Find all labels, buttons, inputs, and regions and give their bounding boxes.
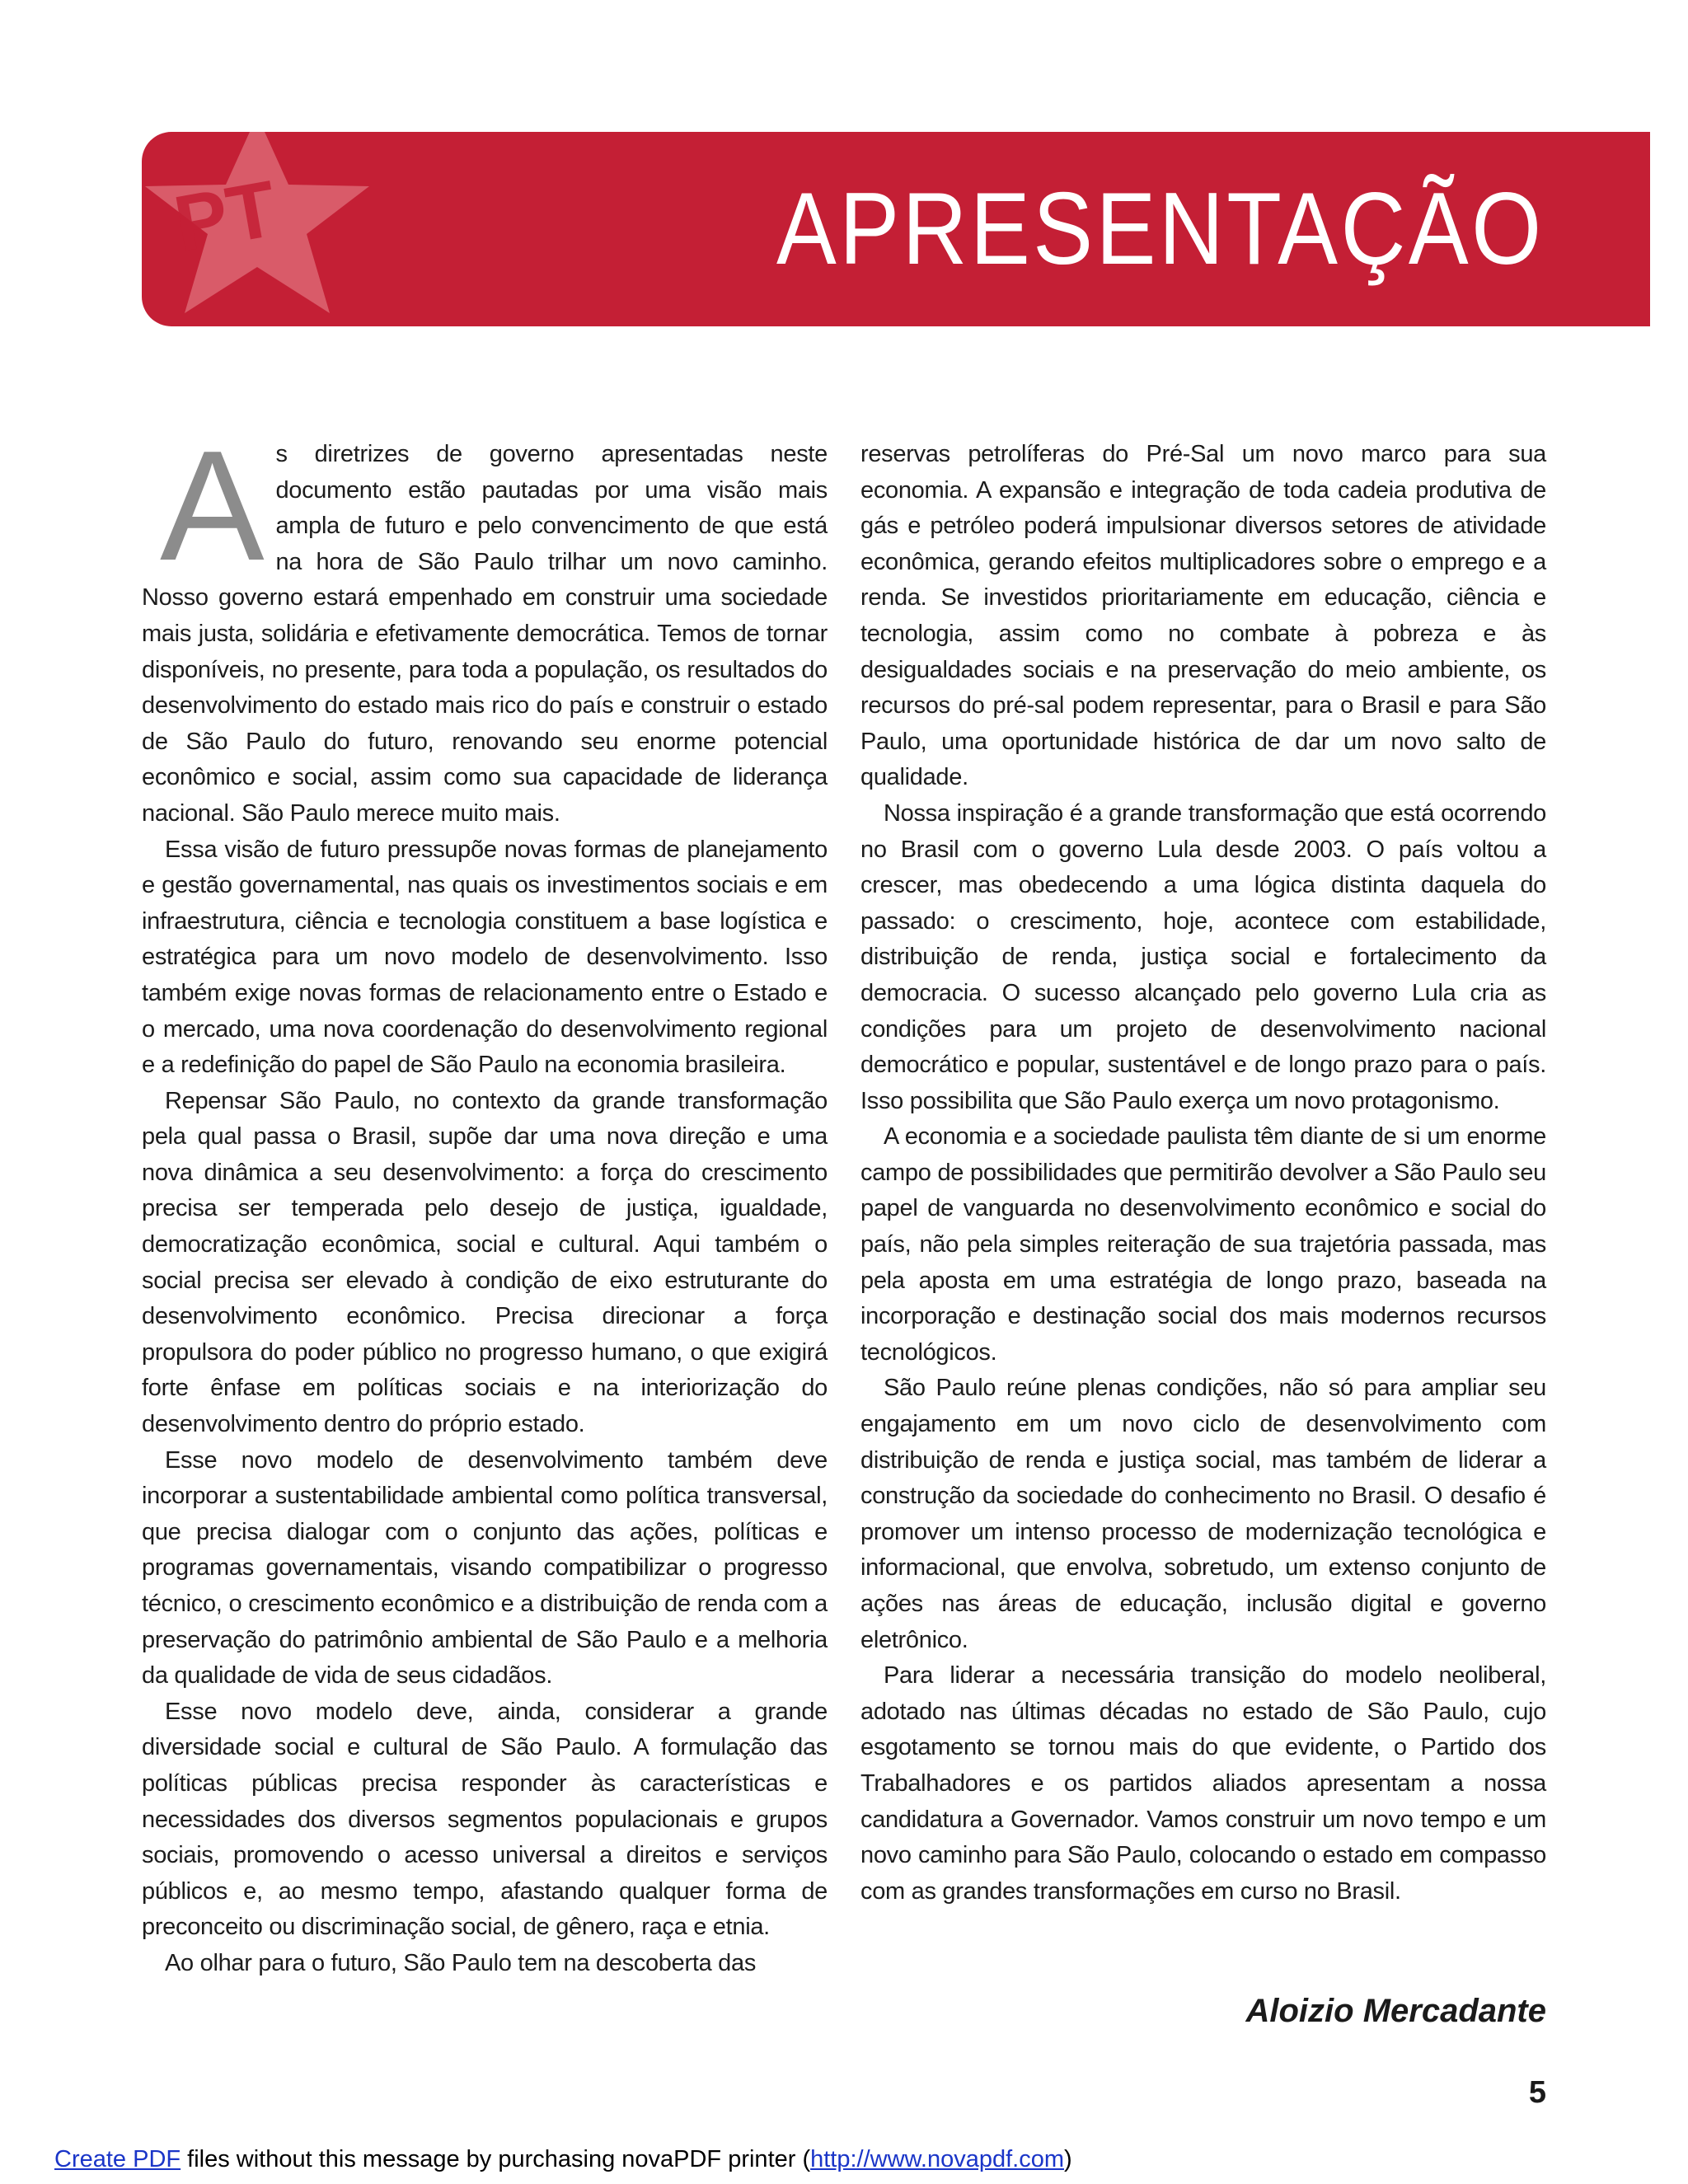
paragraph: Esse novo modelo de desenvolvimento também deve incorporar a sustentabilidade ambiental como política transversal, que precisa dialogar com o conjunto das ações, políticas e programas governamentais, visando compatibilizar o progresso técnico, o crescimento econômico e a distribuição de renda com a preservação do patrimônio ambiental de São Paulo e a melhoria da qualidade de vida de seus cidadãos.	[142, 1446, 828, 1690]
paragraph: Para liderar a necessária transição do modelo neoliberal, adotado nas últimas décadas no estado de São Paulo, cujo esgotamento se tornou mais do que evidente, o Partido dos Trabalhadores e os partidos aliados apresentam a nossa candidatura a Governador. Vamos construir um novo tempo e um novo caminho para São Paulo, colocando o estado em compasso com as grandes transformações em curso no Brasil.	[860, 1662, 1546, 1905]
svg-text:PT: PT	[167, 164, 284, 269]
paragraph: A economia e a sociedade paulista têm diante de si um enorme campo de possibilidades que permitirão devolver a São Paulo seu papel de vanguarda no desenvolvimento econômico e social do país, não pela simples reiteração de sua trajetória passada, mas pela aposta em uma estratégia de longo prazo, baseada na incorporação e destinação social dos mais modernos recursos tecnológicos.	[860, 1123, 1546, 1366]
paragraph: Ao olhar para o futuro, São Paulo tem na descoberta das	[165, 1949, 757, 1976]
pt-star-logo-icon	[142, 132, 406, 326]
footer-closing: )	[1064, 2146, 1072, 2172]
create-pdf-link[interactable]: Create PDF	[54, 2146, 181, 2172]
paragraph-intro	[142, 419, 828, 832]
page-number: 5	[1528, 2075, 1546, 2110]
novapdf-url-link[interactable]: http://www.novapdf.com	[810, 2146, 1064, 2172]
author-signature: Aloizio Mercadante	[1245, 1993, 1546, 2029]
paragraph: Esse novo modelo deve, ainda, considerar a grande diversidade social e cultural de São Paulo. A formulação das políticas públicas precisa responder às características e necessidades dos diversos segmentos populacionais e grupos sociais, promovendo o acesso universal a direitos e serviços públicos e, ao mesmo tempo, afastando qualquer forma de preconceito ou discriminação social, de gênero, raça e etnia.	[142, 1698, 828, 1941]
page-title: APRESENTAÇÃO	[776, 172, 1545, 286]
article-left-column	[142, 419, 828, 1982]
paragraph-text: s diretrizes de governo apresentadas neste documento estão pautadas por uma visão mais ampla de futuro e pelo convencimento de que está na hora de São Paulo trilhar um novo caminho. Nosso governo estará empenhado em construir uma sociedade mais justa, solidária e efetivamente democrática. Temos de tornar disponíveis, no presente, para toda a população, os resultados do desenvolvimento do estado mais rico do país e construir o estado de São Paulo do futuro, renovando seu enorme potencial econômico e social, assim como sua capacidade de liderança nacional. São Paulo merece muito mais.	[142, 441, 828, 827]
paragraph: Essa visão de futuro pressupõe novas formas de planejamento e gestão governamental, nas quais os investimentos sociais e em infraestrutura, ciência e tecnologia constituem a base logística e estratégica para um novo modelo de desenvolvimento. Isso também exige novas formas de relacionamento entre o Estado e o mercado, uma nova coordenação do desenvolvimento regional e a redefinição do papel de São Paulo na economia brasileira.	[142, 836, 828, 1079]
paragraph-continued: reservas petrolíferas do Pré-Sal um novo marco para sua economia. A expansão e integração de toda cadeia produtiva de gás e petróleo poderá impulsionar diversos setores de atividade econômica, gerando efeitos multiplicadores sobre o emprego e a renda. Se investidos prioritariamente em educação, ciência e tecnologia, assim como no combate à pobreza e às desigualdades sociais e na preservação do meio ambiente, os recursos do pré-sal podem representar, para o Brasil e para São Paulo, uma oportunidade histórica de dar um novo salto de qualidade.	[860, 441, 1546, 791]
article-right-column	[860, 437, 1546, 1910]
paragraph: São Paulo reúne plenas condições, não só para ampliar seu engajamento em um novo ciclo de desenvolvimento com distribuição de renda e justiça social, mas também de liderar a construção da sociedade do conhecimento no Brasil. O desafio é promover um intenso processo de modernização tecnológica e informacional, que envolva, sobretudo, um extenso conjunto de ações nas áreas de educação, inclusão digital e governo eletrônico.	[860, 1375, 1546, 1653]
dropcap-letter: A	[160, 419, 265, 593]
section-header-banner	[142, 132, 1650, 326]
paragraph: Repensar São Paulo, no contexto da grande transformação pela qual passa o Brasil, supõe dar uma nova direção e uma nova dinâmica a seu desenvolvimento: a força do crescimento precisa ser temperada pelo desejo de justiça, igualdade, democratização econômica, social e cultural. Aqui também o social precisa ser elevado à condição de eixo estruturante do desenvolvimento econômico. Precisa direcionar a força propulsora do poder público no progresso humano, o que exigirá forte ênfase em políticas sociais e na interiorização do desenvolvimento dentro do próprio estado.	[142, 1087, 828, 1438]
paragraph: Nossa inspiração é a grande transformação que está ocorrendo no Brasil com o governo Lula desde 2003. O país voltou a crescer, mas obedecendo a uma lógica distinta daquela do passado: o crescimento, hoje, acontece com estabilidade, distribuição de renda, justiça social e fortalecimento da democracia. O sucesso alcançado pelo governo Lula cria as condições para um projeto de desenvolvimento nacional democrático e popular, sustentável e de longo prazo para o país. Isso possibilita que São Paulo exerça um novo protagonismo.	[860, 799, 1546, 1114]
pdf-watermark-footer	[54, 2146, 1072, 2173]
footer-text: files without this message by purchasing novaPDF printer (	[181, 2146, 811, 2172]
